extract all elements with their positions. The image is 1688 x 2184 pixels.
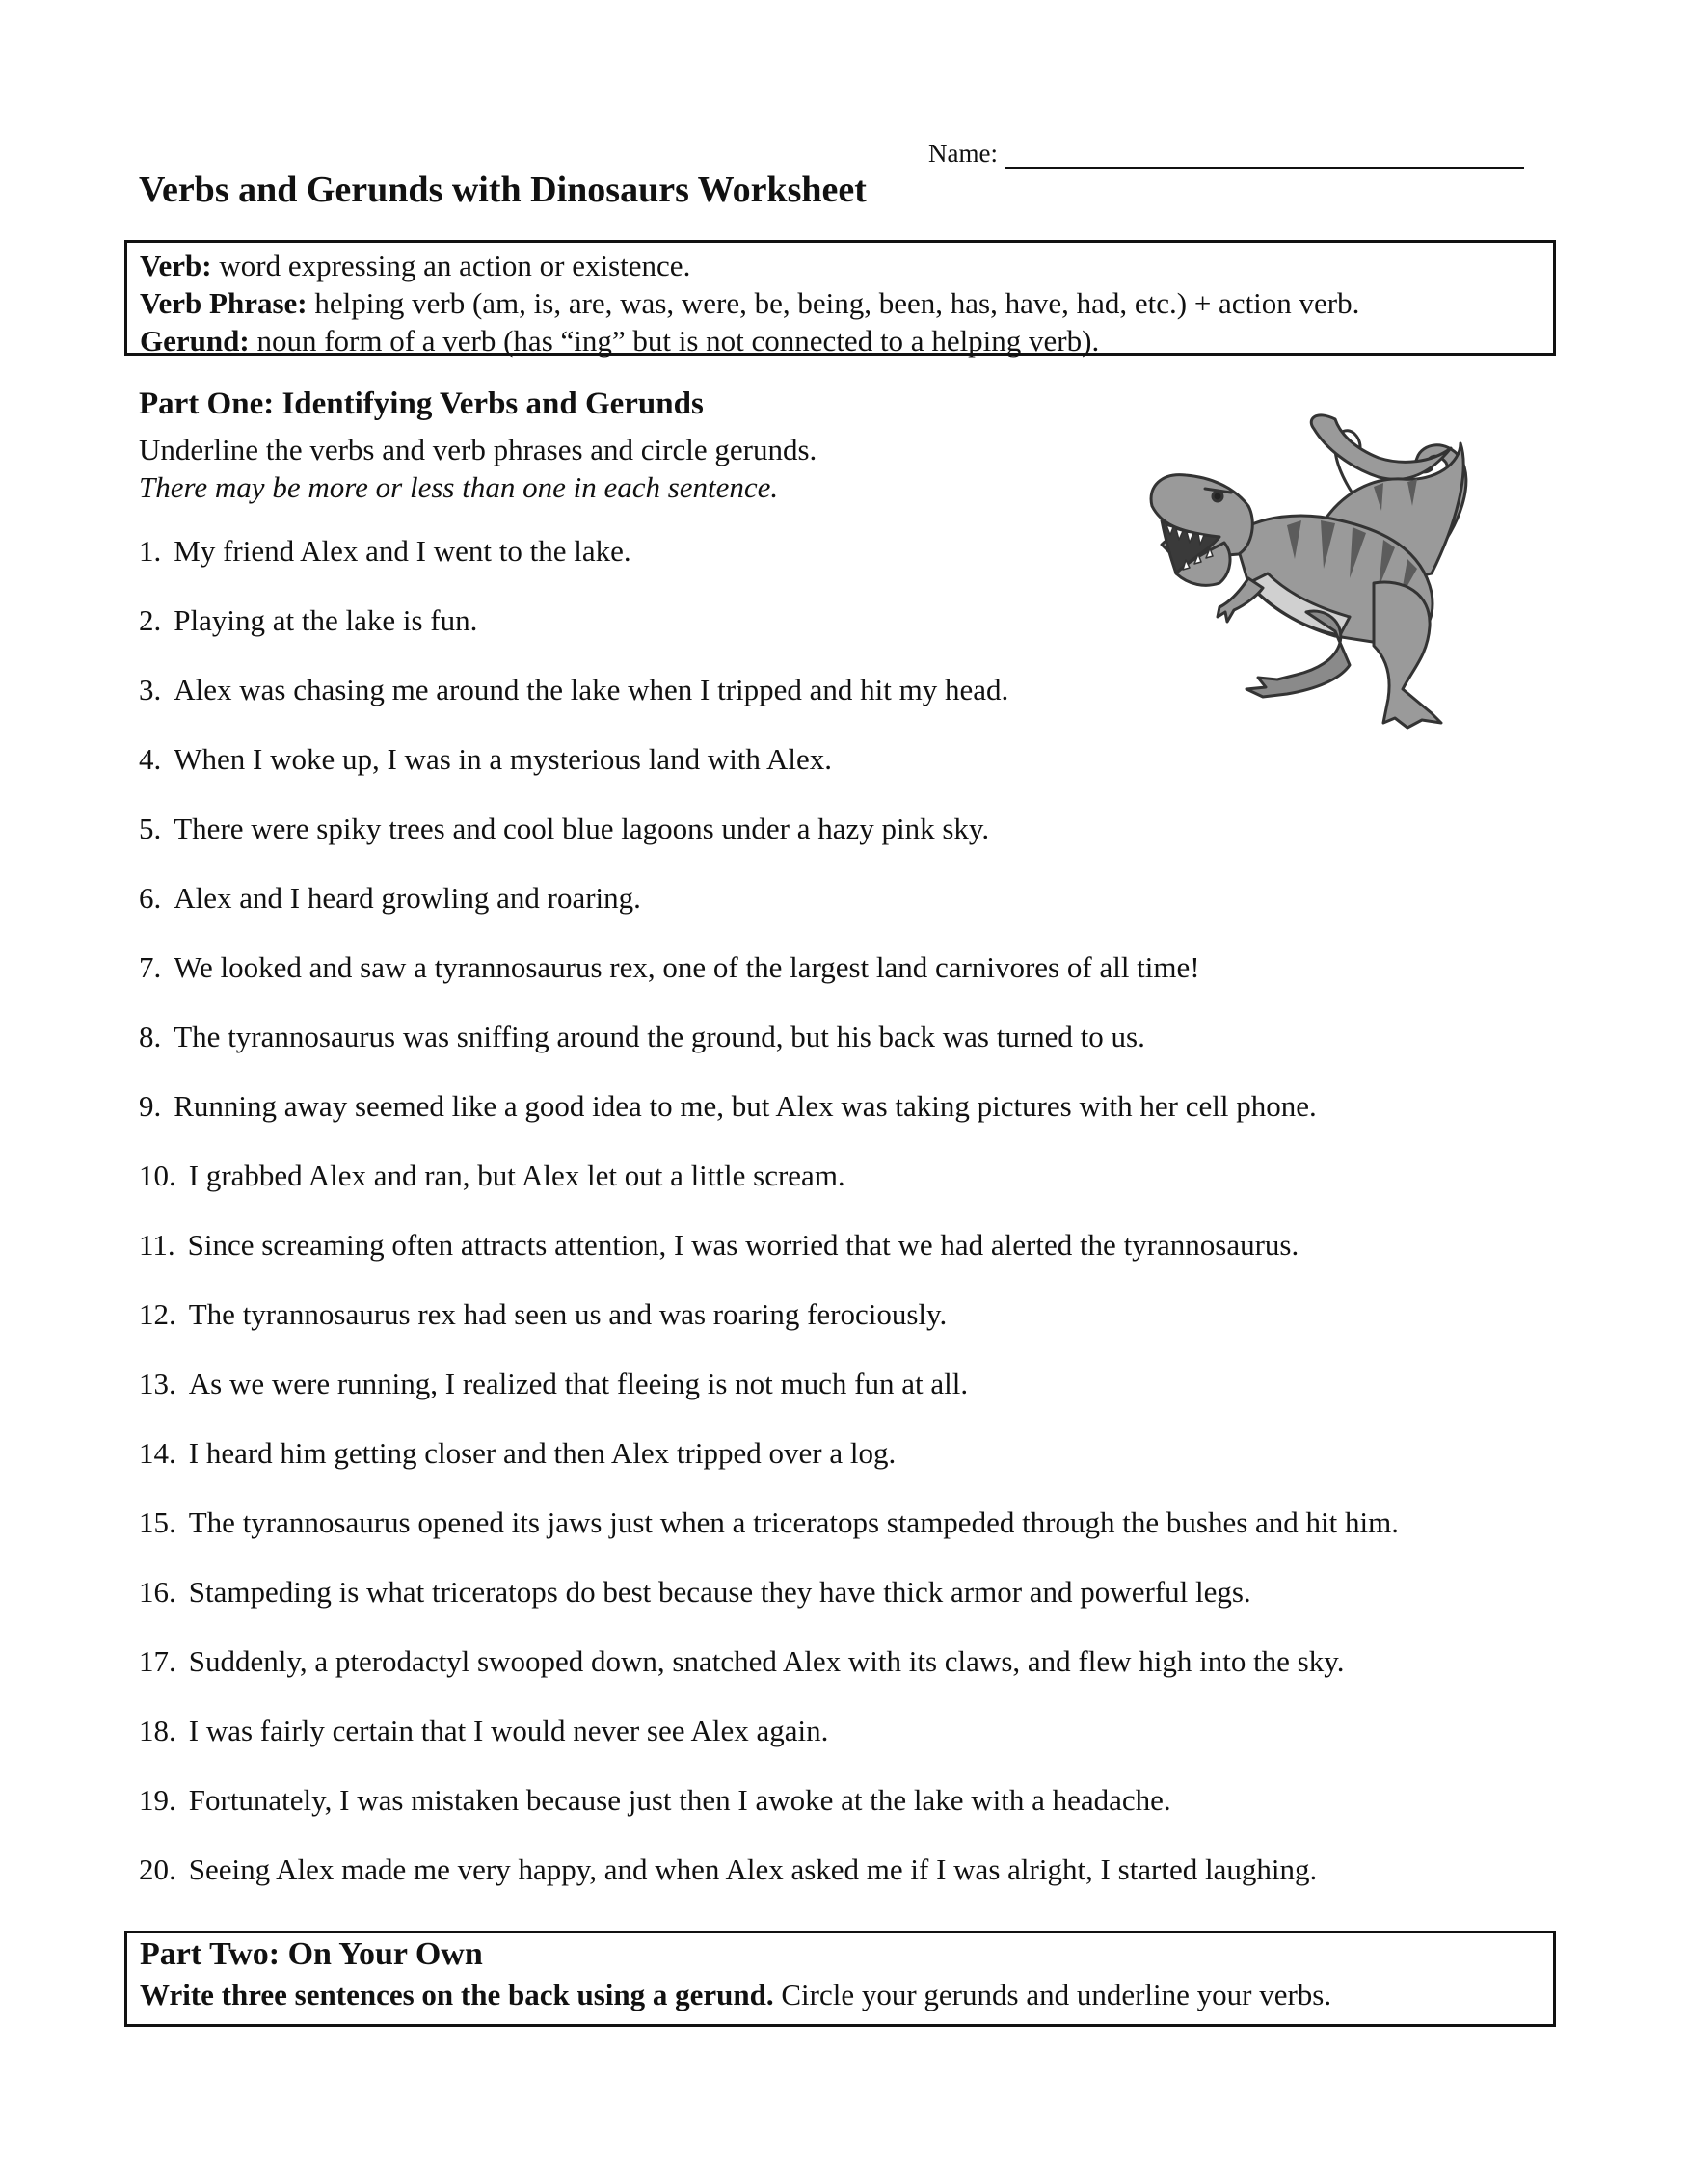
part-one-instruction: Underline the verbs and verb phrases and circle gerunds. bbox=[139, 433, 817, 466]
question-number: 7. bbox=[139, 950, 162, 984]
question-number: 18. bbox=[139, 1714, 176, 1747]
question-item[interactable] bbox=[139, 1016, 1566, 1085]
question-number: 16. bbox=[139, 1575, 176, 1609]
part-two-instruction: Circle your gerunds and underline your verbs. bbox=[773, 1978, 1332, 2011]
question-item[interactable] bbox=[139, 946, 1566, 1016]
question-item[interactable] bbox=[139, 1155, 1566, 1224]
dinosaur-front-leg bbox=[1246, 611, 1350, 697]
question-number: 12. bbox=[139, 1297, 176, 1331]
question-text[interactable]: I grabbed Alex and ran, but Alex let out a little scream. bbox=[188, 1159, 845, 1192]
question-text[interactable]: The tyrannosaurus opened its jaws just when a triceratops stampeded through the bushes and hit him. bbox=[188, 1505, 1399, 1539]
question-text[interactable]: Seeing Alex made me very happy, and when Alex asked me if I was alright, I started laughing. bbox=[188, 1852, 1318, 1886]
dinosaur-eye bbox=[1213, 492, 1222, 501]
question-text[interactable]: Running away seemed like a good idea to me, but Alex was taking pictures with her cell phone. bbox=[174, 1089, 1317, 1123]
question-text[interactable]: There were spiky trees and cool blue lagoons under a hazy pink sky. bbox=[174, 812, 990, 845]
question-text[interactable]: Stampeding is what triceratops do best because they have thick armor and powerful legs. bbox=[188, 1575, 1251, 1609]
name-label: Name: bbox=[928, 139, 998, 168]
definition-gerund bbox=[140, 322, 1553, 360]
question-number: 17. bbox=[139, 1644, 176, 1678]
definition-text: noun form of a verb (has “ing” but is not connected to a helping verb). bbox=[249, 324, 1100, 358]
question-text[interactable]: My friend Alex and I went to the lake. bbox=[174, 534, 631, 568]
question-item[interactable] bbox=[139, 1293, 1566, 1363]
question-number: 15. bbox=[139, 1505, 176, 1539]
question-number: 8. bbox=[139, 1020, 162, 1053]
question-text[interactable]: Since screaming often attracts attention, I was worried that we had alerted the tyrannosaurus. bbox=[187, 1228, 1299, 1262]
question-text[interactable]: We looked and saw a tyrannosaurus rex, one of the largest land carnivores of all time! bbox=[174, 950, 1200, 984]
definition-term: Gerund: bbox=[140, 324, 250, 358]
question-number: 4. bbox=[139, 742, 162, 776]
question-number: 14. bbox=[139, 1436, 176, 1470]
question-number: 20. bbox=[139, 1852, 176, 1886]
question-text[interactable]: Fortunately, I was mistaken because just then I awoke at the lake with a headache. bbox=[188, 1783, 1171, 1817]
question-number: 11. bbox=[139, 1228, 175, 1262]
part-two-box bbox=[124, 1931, 1556, 2027]
question-item[interactable] bbox=[139, 738, 1566, 808]
definitions-box bbox=[124, 240, 1556, 356]
dinosaur-arm bbox=[1218, 578, 1263, 622]
question-item[interactable] bbox=[139, 1224, 1566, 1293]
question-text[interactable]: I was fairly certain that I would never see Alex again. bbox=[188, 1714, 829, 1747]
question-item[interactable] bbox=[139, 1571, 1566, 1640]
question-item[interactable] bbox=[139, 808, 1566, 877]
question-item[interactable] bbox=[139, 1640, 1566, 1710]
question-number: 1. bbox=[139, 534, 162, 568]
question-text[interactable]: Playing at the lake is fun. bbox=[174, 603, 478, 637]
question-number: 9. bbox=[139, 1089, 162, 1123]
part-two-instructions bbox=[140, 1974, 1553, 2016]
definition-verb bbox=[140, 247, 1553, 284]
question-item[interactable] bbox=[139, 1849, 1566, 1918]
definition-text: word expressing an action or existence. bbox=[211, 249, 691, 282]
question-item[interactable] bbox=[139, 1085, 1566, 1155]
question-text[interactable]: As we were running, I realized that fleeing is not much fun at all. bbox=[188, 1367, 969, 1400]
definition-term: Verb Phrase: bbox=[140, 286, 308, 320]
part-two-heading: Part Two: On Your Own bbox=[140, 1936, 483, 1972]
question-number: 6. bbox=[139, 881, 162, 915]
worksheet-title: Verbs and Gerunds with Dinosaurs Worksheet bbox=[139, 170, 867, 210]
question-item[interactable] bbox=[139, 1432, 1566, 1502]
question-item[interactable] bbox=[139, 1710, 1566, 1779]
question-text[interactable]: Alex was chasing me around the lake when I tripped and hit my head. bbox=[174, 673, 1009, 706]
question-text[interactable]: The tyrannosaurus was sniffing around the ground, but his back was turned to us. bbox=[174, 1020, 1145, 1053]
tyrannosaurus-illustration bbox=[1142, 390, 1557, 747]
part-one-heading: Part One: Identifying Verbs and Gerunds bbox=[139, 386, 704, 421]
name-blank-line[interactable] bbox=[1005, 144, 1524, 169]
question-item[interactable] bbox=[139, 877, 1566, 946]
definition-verb-phrase bbox=[140, 284, 1553, 322]
name-field[interactable] bbox=[928, 139, 1524, 169]
question-number: 5. bbox=[139, 812, 162, 845]
question-text[interactable]: Alex and I heard growling and roaring. bbox=[174, 881, 641, 915]
dinosaur-icon bbox=[1151, 415, 1466, 728]
question-number: 2. bbox=[139, 603, 162, 637]
definition-text: helping verb (am, is, are, was, were, be, being, been, has, have, had, etc.) + action verb. bbox=[307, 286, 1360, 320]
part-one-note: There may be more or less than one in each sentence. bbox=[139, 470, 779, 504]
question-text[interactable]: The tyrannosaurus rex had seen us and was roaring ferociously. bbox=[188, 1297, 948, 1331]
question-item[interactable] bbox=[139, 1363, 1566, 1432]
question-number: 3. bbox=[139, 673, 162, 706]
question-text[interactable]: When I woke up, I was in a mysterious land with Alex. bbox=[174, 742, 832, 776]
part-two-bold-instruction: Write three sentences on the back using a gerund. bbox=[140, 1978, 774, 2011]
question-number: 19. bbox=[139, 1783, 176, 1817]
question-text[interactable]: I heard him getting closer and then Alex tripped over a log. bbox=[188, 1436, 897, 1470]
question-number: 10. bbox=[139, 1159, 176, 1192]
question-item[interactable] bbox=[139, 1502, 1566, 1571]
question-item[interactable] bbox=[139, 1779, 1566, 1849]
definition-term: Verb: bbox=[140, 249, 212, 282]
question-text[interactable]: Suddenly, a pterodactyl swooped down, snatched Alex with its claws, and flew high into the sky. bbox=[188, 1644, 1345, 1678]
question-number: 13. bbox=[139, 1367, 176, 1400]
